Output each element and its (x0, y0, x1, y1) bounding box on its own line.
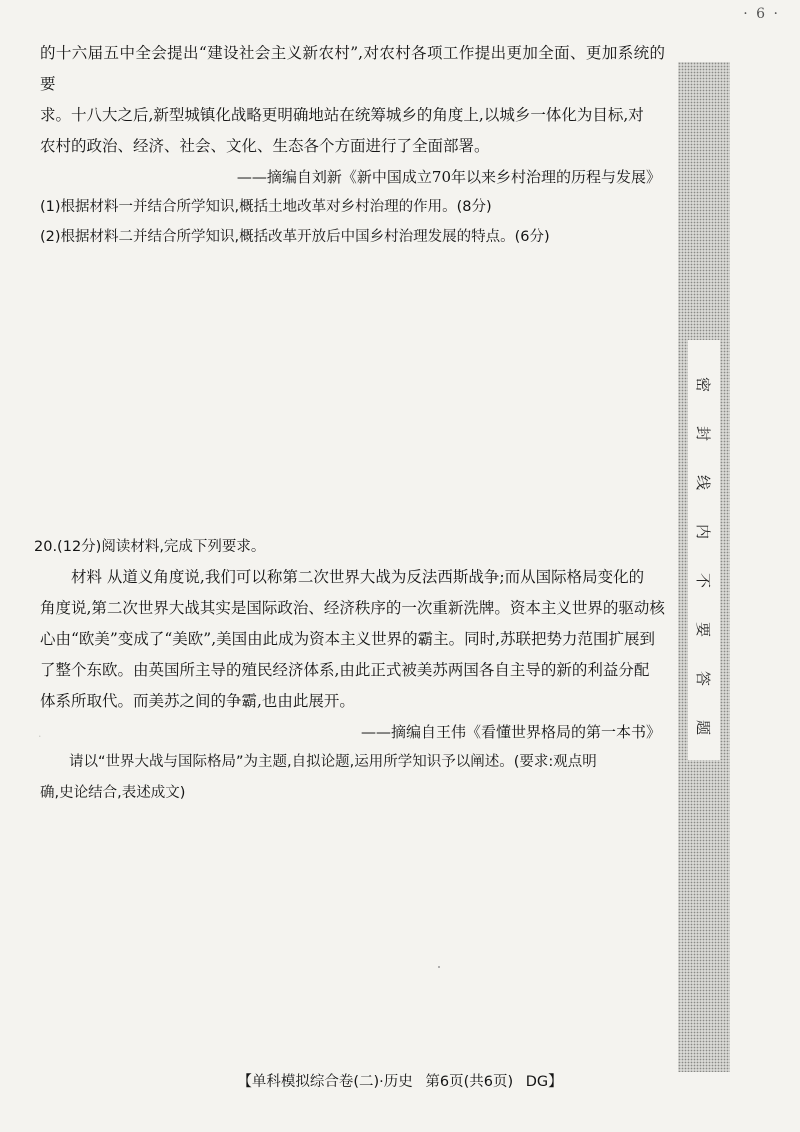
paper-speck (438, 966, 440, 968)
answer-space-q19 (40, 252, 665, 532)
page-footer (0, 1070, 800, 1091)
q20-material-line-5: 体系所取代。而美苏之间的争霸,也由此展开。 (40, 692, 355, 710)
seal-char-3: 线 (694, 474, 713, 491)
seal-char-7: 答 (694, 670, 713, 687)
q20-source: ——摘编自王伟《看懂世界格局的第一本书》 (360, 723, 661, 741)
content-area (34, 38, 665, 808)
q20-material-line-2: 角度说,第二次世界大战其实是国际政治、经济秩序的一次重新洗牌。资本主义世界的驱动核 (40, 599, 665, 617)
q20-heading: 20.(12分)阅读材料,完成下列要求。 (34, 539, 266, 555)
seal-char-1: 密 (694, 376, 713, 393)
q19-subquestion-2: (2)根据材料二并结合所学知识,概括改革开放后中国乡村治理发展的特点。(6分) (40, 229, 550, 245)
q20-material-line-1: 材料 从道义角度说,我们可以称第二次世界大战为反法西斯战争;而从国际格局变化的 (71, 568, 645, 586)
faint-bleed-mark: · (38, 730, 42, 743)
footer-page-number: 第6页(共6页) (425, 1074, 514, 1090)
q20-prompt-line-1: 请以“世界大战与国际格局”为主题,自拟论题,运用所学知识予以阐述。(要求:观点明 (69, 754, 597, 770)
seal-char-5: 不 (694, 572, 713, 589)
passage-line-2: 求。十八大之后,新型城镇化战略更明确地站在统筹城乡的角度上,以城乡一体化为目标,对 (40, 106, 644, 124)
footer-code: DG】 (525, 1074, 563, 1090)
seal-char-4: 内 (694, 523, 713, 540)
q20-material-line-3: 心由“欧美”变成了“美欧”,美国由此成为资本主义世界的霸主。同时,苏联把势力范围扩展到 (40, 630, 656, 648)
seal-char-6: 要 (694, 621, 713, 638)
seal-char-2: 封 (694, 425, 713, 442)
q20-prompt-line-2: 确,史论结合,表述成文) (40, 785, 186, 801)
passage-line-1: 的十六届五中全会提出“建设社会主义新农村”,对农村各项工作提出更加全面、更加系统的要 (40, 44, 665, 93)
footer-paper-title: 【单科模拟综合卷(二)·历史 (237, 1074, 413, 1090)
seal-line-box (688, 340, 720, 760)
q19-subquestion-1: (1)根据材料一并结合所学知识,概括土地改革对乡村治理的作用。(8分) (40, 199, 492, 215)
passage-source: ——摘编自刘新《新中国成立70年以来乡村治理的历程与发展》 (236, 168, 661, 186)
passage-line-3: 农村的政治、经济、社会、文化、生态各个方面进行了全面部署。 (40, 137, 490, 155)
seal-char-8: 题 (694, 719, 713, 736)
corner-page-mark: · 6 · (743, 6, 780, 22)
q20-material-line-4: 了整个东欧。由英国所主导的殖民经济体系,由此正式被美苏两国各自主导的新的利益分配 (40, 661, 650, 679)
